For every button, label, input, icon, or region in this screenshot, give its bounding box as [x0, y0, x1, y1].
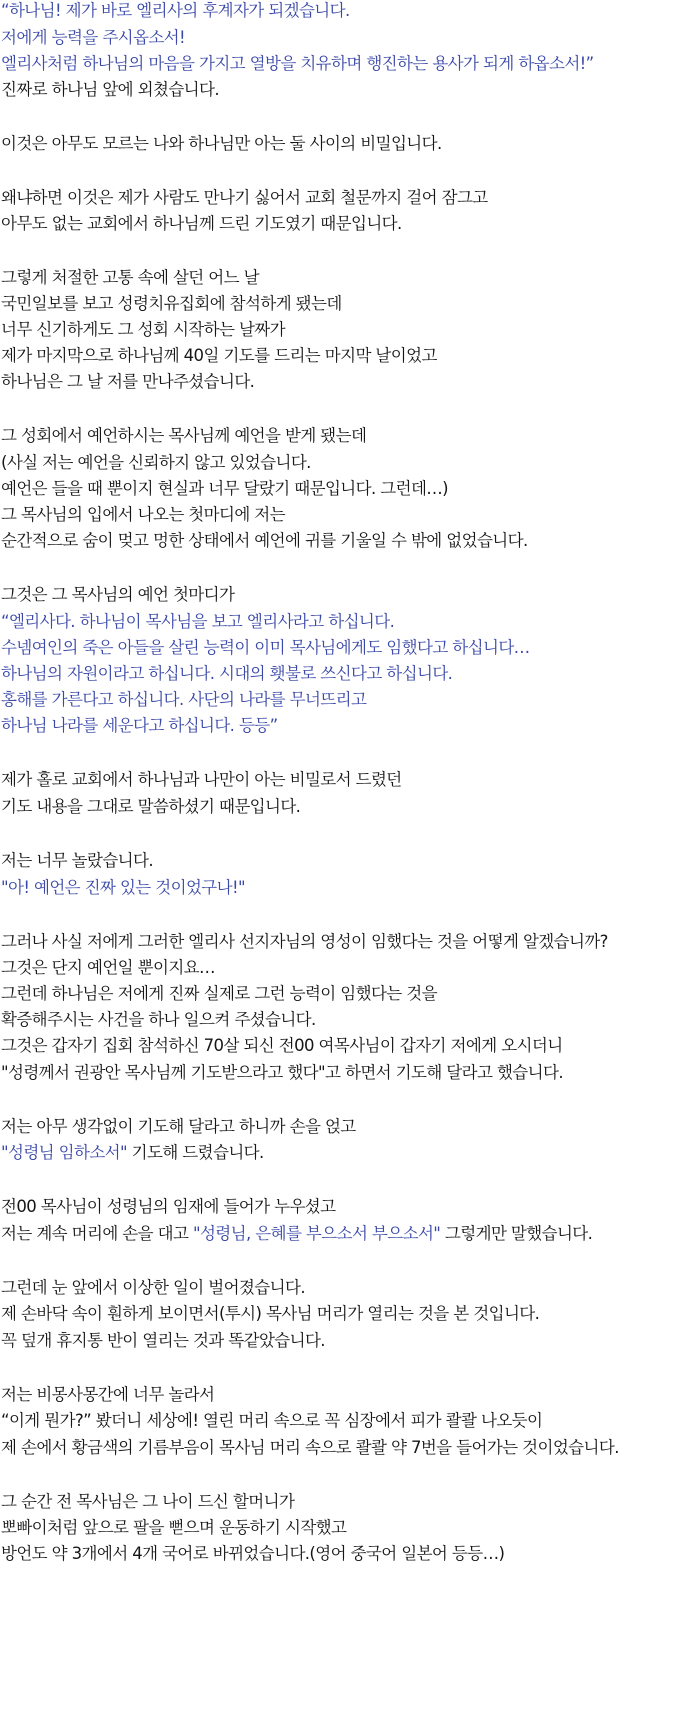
body-text: 제가 마지막으로 하나님께 40일 기도를 드리는 마지막 날이었고 — [1, 346, 437, 365]
quoted-text: "성령님 임하소서" — [1, 1143, 127, 1162]
text-line — [1, 79, 219, 101]
body-text: 그런데 하나님은 저에게 진짜 실제로 그런 능력이 임했다는 것을 — [1, 984, 437, 1003]
body-text: 그러나 사실 저에게 그러한 엘리사 선지자님의 영성이 임했다는 것을 어떻게 알겠습니까? — [1, 932, 608, 951]
text-line — [1, 931, 608, 953]
body-text: 국민일보를 보고 성령치유집회에 참석하게 됐는데 — [1, 294, 342, 313]
quoted-text: “하나님! 제가 바로 엘리사의 후계자가 되겠습니다. — [1, 1, 350, 20]
body-text: 아무도 없는 교회에서 하나님께 드린 기도였기 때문입니다. — [1, 214, 402, 233]
text-line — [1, 1491, 294, 1513]
text-line — [1, 1437, 619, 1459]
text-line — [1, 689, 366, 711]
body-text: 하나님은 그 날 저를 만나주셨습니다. — [1, 372, 255, 391]
body-text: 제 손바닥 속이 훤하게 보이면서(투시) 목사님 머리가 열리는 것을 본 것입니다. — [1, 1304, 540, 1323]
body-text: 너무 신기하게도 그 성회 시작하는 날짜가 — [1, 320, 285, 339]
text-line — [1, 769, 402, 791]
body-text: 꼭 덮개 휴지통 반이 열리는 것과 똑같았습니다. — [1, 1331, 325, 1350]
text-line — [1, 957, 215, 979]
body-text: 뽀빠이처럼 앞으로 팔을 뻗으며 운동하기 시작했고 — [1, 1518, 347, 1537]
body-text: 저는 너무 놀랐습니다. — [1, 851, 153, 870]
text-line — [1, 1303, 539, 1325]
body-text: 순간적으로 숨이 멎고 멍한 상태에서 예언에 귀를 기울일 수 밖에 없었습니다. — [1, 531, 528, 550]
body-text: 확증해주시는 사건을 하나 일으켜 주셨습니다. — [1, 1010, 316, 1029]
quoted-text: 저에게 능력을 주시옵소서! — [1, 28, 186, 47]
body-text: 이것은 아무도 모르는 나와 하나님만 아는 둘 사이의 비밀입니다. — [1, 134, 442, 153]
text-line — [1, 53, 594, 75]
body-text: 기도해 드렸습니다. — [127, 1143, 264, 1162]
body-text: 그렇게 처절한 고통 속에 살던 어느 날 — [1, 268, 259, 287]
text-line — [1, 1035, 563, 1057]
text-line — [1, 1009, 316, 1031]
body-text: 저는 비몽사몽간에 너무 놀라서 — [1, 1385, 215, 1404]
body-text: 그 순간 전 목사님은 그 나이 드신 할머니가 — [1, 1492, 295, 1511]
body-text: 전00 목사님이 성령님의 임재에 들어가 누우셨고 — [1, 1197, 336, 1216]
text-line — [1, 293, 342, 315]
body-text: 예언은 들을 때 뿐이지 현실과 너무 달랐기 때문입니다. 그런데…) — [1, 479, 449, 498]
text-line — [1, 345, 437, 367]
body-text: (사실 저는 예언을 신뢰하지 않고 있었습니다. — [1, 453, 311, 472]
text-line — [1, 796, 300, 818]
body-text: 그것은 단지 예언일 뿐이지요… — [1, 958, 215, 977]
quoted-text: “엘리사다. 하나님이 목사님을 보고 엘리사라고 하십니다. — [1, 612, 395, 631]
quoted-text: 수넴여인의 죽은 아들을 살린 능력이 이미 목사님에게도 임했다고 하십니다… — [1, 638, 530, 657]
text-line — [1, 1330, 325, 1352]
text-line — [1, 1543, 504, 1565]
text-line — [1, 1116, 356, 1138]
body-text: 그것은 그 목사님의 예언 첫마디가 — [1, 585, 235, 604]
quoted-text: "아! 예언은 진짜 있는 것이었구나!" — [1, 878, 245, 897]
body-text: 진짜로 하나님 앞에 외쳤습니다. — [1, 80, 219, 99]
text-line — [1, 187, 488, 209]
text-line — [1, 133, 442, 155]
body-text: 그것은 갑자기 집회 참석하신 70살 되신 전00 여목사님이 갑자기 저에게 오시더니 — [1, 1036, 563, 1055]
text-line — [1, 504, 285, 526]
text-line — [1, 663, 452, 685]
quoted-text: 홍해를 가른다고 하십니다. 사단의 나라를 무너뜨리고 — [1, 690, 367, 709]
body-text: “이게 뭔가?” 봤더니 세상에! 열린 머리 속으로 꼭 심장에서 피가 콸콸 나오듯이 — [1, 1411, 543, 1430]
quoted-text: "성령님, 은혜를 부으소서 부으소서" — [192, 1224, 441, 1243]
text-line — [1, 1062, 563, 1084]
body-text: 그 성회에서 예언하시는 목사님께 예언을 받게 됐는데 — [1, 426, 367, 445]
body-text: 그 목사님의 입에서 나오는 첫마디에 저는 — [1, 505, 285, 524]
quoted-text: 엘리사처럼 하나님의 마음을 가지고 열방을 치유하며 행진하는 용사가 되게 하옵소서!” — [1, 54, 594, 73]
text-line — [1, 1196, 335, 1218]
body-text: 저는 계속 머리에 손을 대고 — [1, 1224, 193, 1243]
text-line — [1, 319, 285, 341]
body-text: 제가 홀로 교회에서 하나님과 나만이 아는 비밀로서 드렸던 — [1, 770, 402, 789]
text-line — [1, 267, 259, 289]
text-line — [1, 1410, 542, 1432]
text-line — [1, 1223, 592, 1245]
body-text: 제 손에서 황금색의 기름부음이 목사님 머리 속으로 콸콸 약 7번을 들어가는 것이었습니다. — [1, 1438, 619, 1457]
text-line — [1, 27, 185, 49]
text-line — [1, 478, 448, 500]
body-text: 왜냐하면 이것은 제가 사람도 만나기 싫어서 교회 철문까지 걸어 잠그고 — [1, 188, 488, 207]
text-line — [1, 877, 245, 899]
text-line — [1, 425, 366, 447]
body-text: "성령께서 권광안 목사님께 기도받으라고 했다"고 하면서 기도해 달라고 했습니다. — [1, 1063, 563, 1082]
text-line — [1, 715, 278, 737]
quoted-text: 하나님의 자원이라고 하십니다. 시대의 횃불로 쓰신다고 하십니다. — [1, 664, 453, 683]
text-line — [1, 611, 394, 633]
text-line — [1, 1277, 305, 1299]
text-line — [1, 584, 234, 606]
body-text: 저는 아무 생각없이 기도해 달라고 하니까 손을 얹고 — [1, 1117, 356, 1136]
text-line — [1, 1517, 346, 1539]
body-text: 그렇게만 말했습니다. — [440, 1224, 593, 1243]
quoted-text: 하나님 나라를 세운다고 하십니다. 등등” — [1, 716, 278, 735]
text-line — [1, 452, 311, 474]
text-line — [1, 0, 350, 22]
text-line — [1, 530, 528, 552]
text-line — [1, 1384, 214, 1406]
body-text: 기도 내용을 그대로 말씀하셨기 때문입니다. — [1, 797, 301, 816]
text-line — [1, 371, 254, 393]
body-text: 그런데 눈 앞에서 이상한 일이 벌어졌습니다. — [1, 1278, 305, 1297]
text-line — [1, 850, 153, 872]
text-line — [1, 1142, 264, 1164]
text-line — [1, 213, 402, 235]
body-text: 방언도 약 3개에서 4개 국어로 바뀌었습니다.(영어 중국어 일본어 등등…) — [1, 1544, 505, 1563]
text-line — [1, 637, 530, 659]
text-line — [1, 983, 437, 1005]
